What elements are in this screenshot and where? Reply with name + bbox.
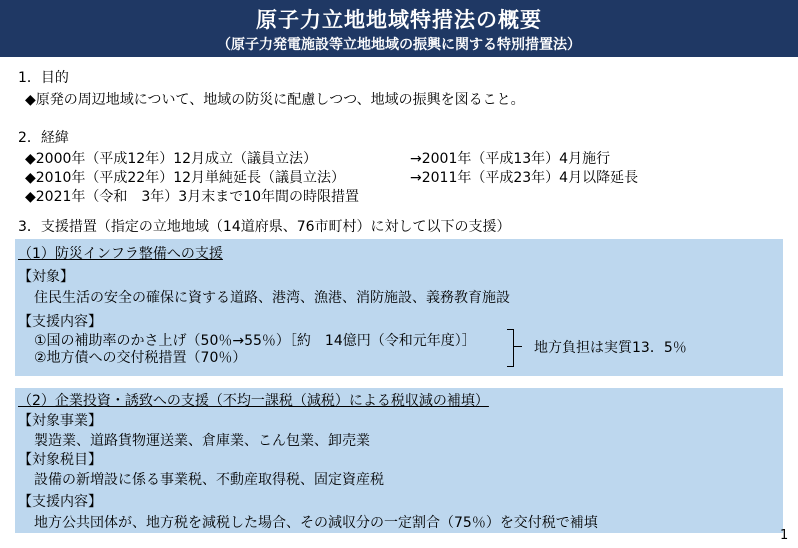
page-subtitle: （原子力発電施設等立地地域の振興に関する特別措置法） — [217, 37, 581, 53]
history-item-left: ◆2021年（令和 3年）3月末まで10年間の時限措置 — [25, 189, 360, 205]
title-banner — [0, 0, 798, 57]
box1-support-label: 【支援内容】 — [18, 314, 102, 330]
box1-title: （1）防災インフラ整備への支援 — [18, 246, 223, 262]
section1-heading: 1．目的 — [18, 70, 69, 86]
box2-industry-text: 製造業、道路貨物運送業、倉庫業、こん包業、卸売業 — [34, 433, 370, 449]
bracket-tick — [514, 346, 522, 347]
section2-heading: 2．経緯 — [18, 130, 69, 146]
box2-support-text: 地方公共団体が、地方税を減税した場合、その減収分の一定割合（75％）を交付税で補填 — [34, 515, 598, 531]
history-item-right: →2011年（平成23年）4月以降延長 — [410, 170, 639, 186]
box1-support-item: ①国の補助率のかさ上げ（50％→55％）［約 14億円（令和元年度）］ — [34, 333, 476, 349]
box1-target-text: 住民生活の安全の確保に資する道路、港湾、漁港、消防施設、義務教育施設 — [34, 290, 510, 306]
box2-industry-label: 【対象事業】 — [18, 413, 102, 429]
box2-tax-text: 設備の新増設に係る事業税、不動産取得税、固定資産税 — [34, 472, 384, 488]
box1-note: 地方負担は実質13．5％ — [534, 340, 687, 356]
page-title: 原子力立地地域特措法の概要 — [256, 8, 542, 32]
box2-tax-label: 【対象税目】 — [18, 452, 102, 468]
box2-title: （2）企業投資・誘致への支援（不均一課税（減税）による税収減の補填） — [18, 393, 489, 409]
history-item-right: →2001年（平成13年）4月施行 — [410, 151, 611, 167]
section3-heading: 3．支援措置（指定の立地地域（14道府県、76市町村）に対して以下の支援） — [18, 219, 511, 235]
box2-support-label: 【支援内容】 — [18, 494, 102, 510]
history-item-left: ◆2010年（平成22年）12月単純延長（議員立法） — [25, 170, 346, 186]
section1-body: ◆原発の周辺地域について、地域の防災に配慮しつつ、地域の振興を図ること。 — [25, 92, 525, 108]
history-item-left: ◆2000年（平成12年）12月成立（議員立法） — [25, 151, 318, 167]
bracket-shape — [507, 329, 514, 367]
page-number: 1 — [780, 528, 789, 543]
box1-target-label: 【対象】 — [18, 269, 74, 285]
box1-support-item: ②地方債への交付税措置（70％） — [34, 350, 247, 366]
